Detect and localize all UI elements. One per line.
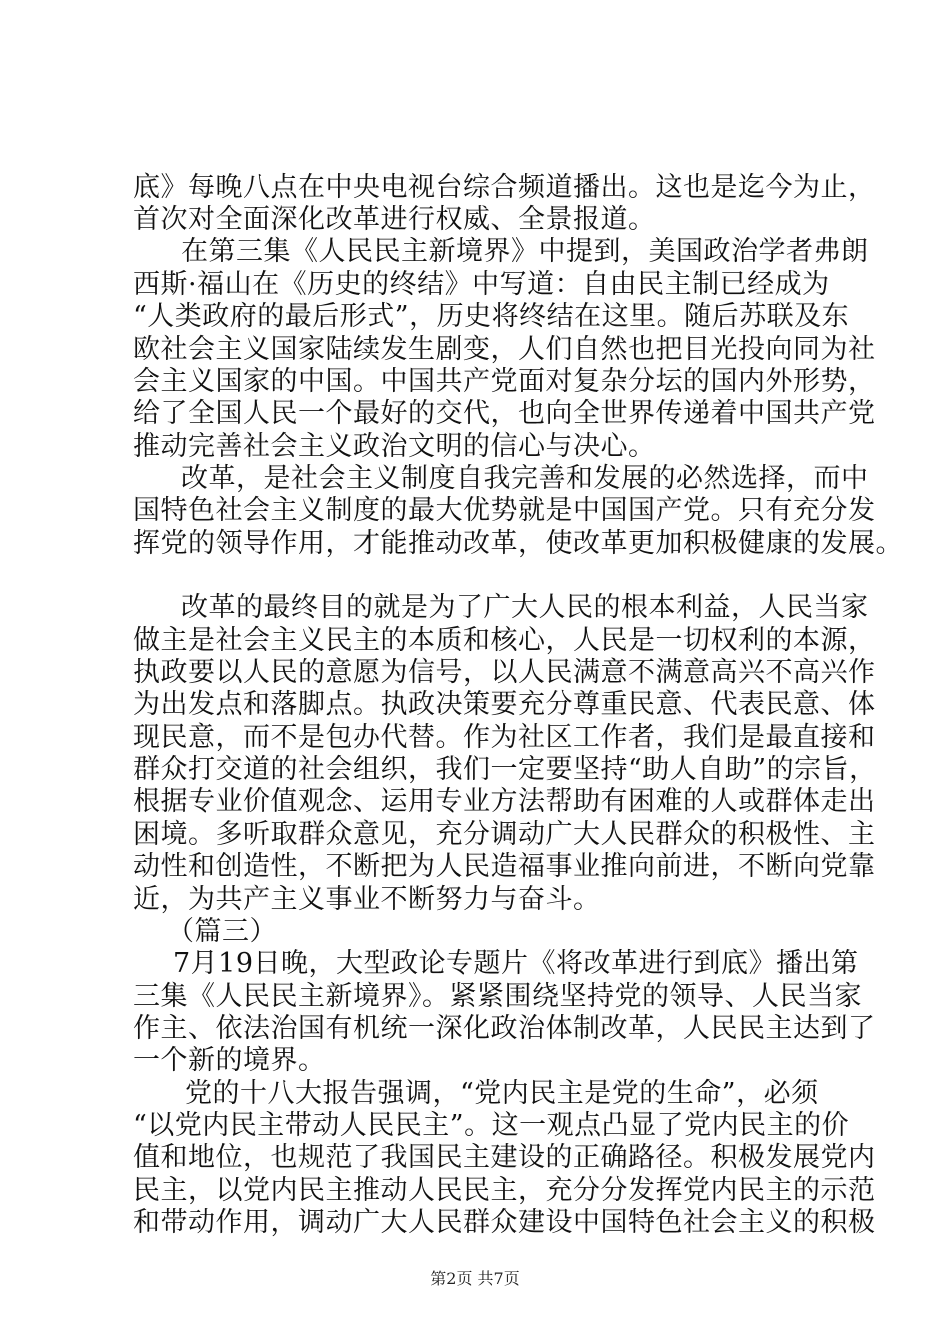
text-line: 三集《人民民主新境界》。紧紧围绕坚持党的领导、人民当家 [133, 981, 862, 1012]
text-line: 党的十八大报告强调，“党内民主是党的生命”，必须 [185, 1078, 819, 1109]
text-line: 为出发点和落脚点。执政决策要充分尊重民意、代表民意、体 [133, 689, 876, 720]
text-line: 做主是社会主义民主的本质和核心，人民是一切权利的本源， [133, 625, 876, 656]
text-line: 作主、依法治国有机统一深化政治体制改革，人民民主达到了 [133, 1013, 876, 1044]
text-line: 欧社会主义国家陆续发生剧变，人们自然也把目光投向同为社 [133, 334, 876, 365]
text-line: 群众打交道的社会组织，我们一定要坚持“助人自助”的宗旨， [133, 754, 877, 785]
text-line: 国特色社会主义制度的最大优势就是中国国产党。只有充分发 [133, 495, 876, 526]
text-line: 底》每晚八点在中央电视台综合频道播出。这也是迄今为止， [133, 172, 876, 203]
text-line: 近，为共产主义事业不断努力与奋斗。 [133, 884, 601, 915]
text-line: 动性和创造性，不断把为人民造福事业推向前进，不断向党靠 [133, 851, 876, 882]
text-line: 执政要以人民的意愿为信号，以人民满意不满意高兴不高兴作 [133, 657, 876, 688]
text-line: 一个新的境界。 [133, 1045, 326, 1076]
text-line: 现民意，而不是包办代替。作为社区工作者，我们是最直接和 [133, 722, 876, 753]
text-line: 改革的最终目的就是为了广大人民的根本利益，人民当家 [181, 592, 869, 623]
text-line: 和带动作用，调动广大人民群众建设中国特色社会主义的积极 [133, 1207, 876, 1238]
section-heading: （篇三） [167, 916, 277, 947]
page-number-footer: 第2页 共7页 [430, 1269, 520, 1288]
text-line: 西斯·福山在《历史的终结》中写道：自由民主制已经成为 [133, 269, 830, 300]
text-line: 值和地位，也规范了我国民主建设的正确路径。积极发展党内 [133, 1142, 876, 1173]
text-line: “以党内民主带动人民民主”。这一观点凸显了党内民主的价 [133, 1110, 850, 1141]
text-line: 推动完善社会主义政治文明的信心与决心。 [133, 431, 656, 462]
text-line: 在第三集《人民民主新境界》中提到，美国政治学者弗朗 [181, 236, 869, 267]
text-line: “人类政府的最后形式”，历史将终结在这里。随后苏联及东 [133, 301, 850, 332]
text-line: 改革，是社会主义制度自我完善和发展的必然选择，而中 [181, 463, 869, 494]
text-line: 挥党的领导作用，才能推动改革，使改革更加积极健康的发展。 [133, 528, 903, 559]
text-line: 首次对全面深化改革进行权威、全景报道。 [133, 204, 656, 235]
text-line: 给了全国人民一个最好的交代，也向全世界传递着中国共产党 [133, 398, 876, 429]
text-line: 困境。多听取群众意见，充分调动广大人民群众的积极性、主 [133, 819, 876, 850]
text-line: 7月19日晚，大型政论专题片《将改革进行到底》播出第 [173, 948, 859, 979]
text-line: 民主，以党内民主推动人民民主，充分分发挥党内民主的示范 [133, 1175, 876, 1206]
text-line: 会主义国家的中国。中国共产党面对复杂分坛的国内外形势， [133, 366, 876, 397]
text-line: 根据专业价值观念、运用专业方法帮助有困难的人或群体走出 [133, 786, 876, 817]
